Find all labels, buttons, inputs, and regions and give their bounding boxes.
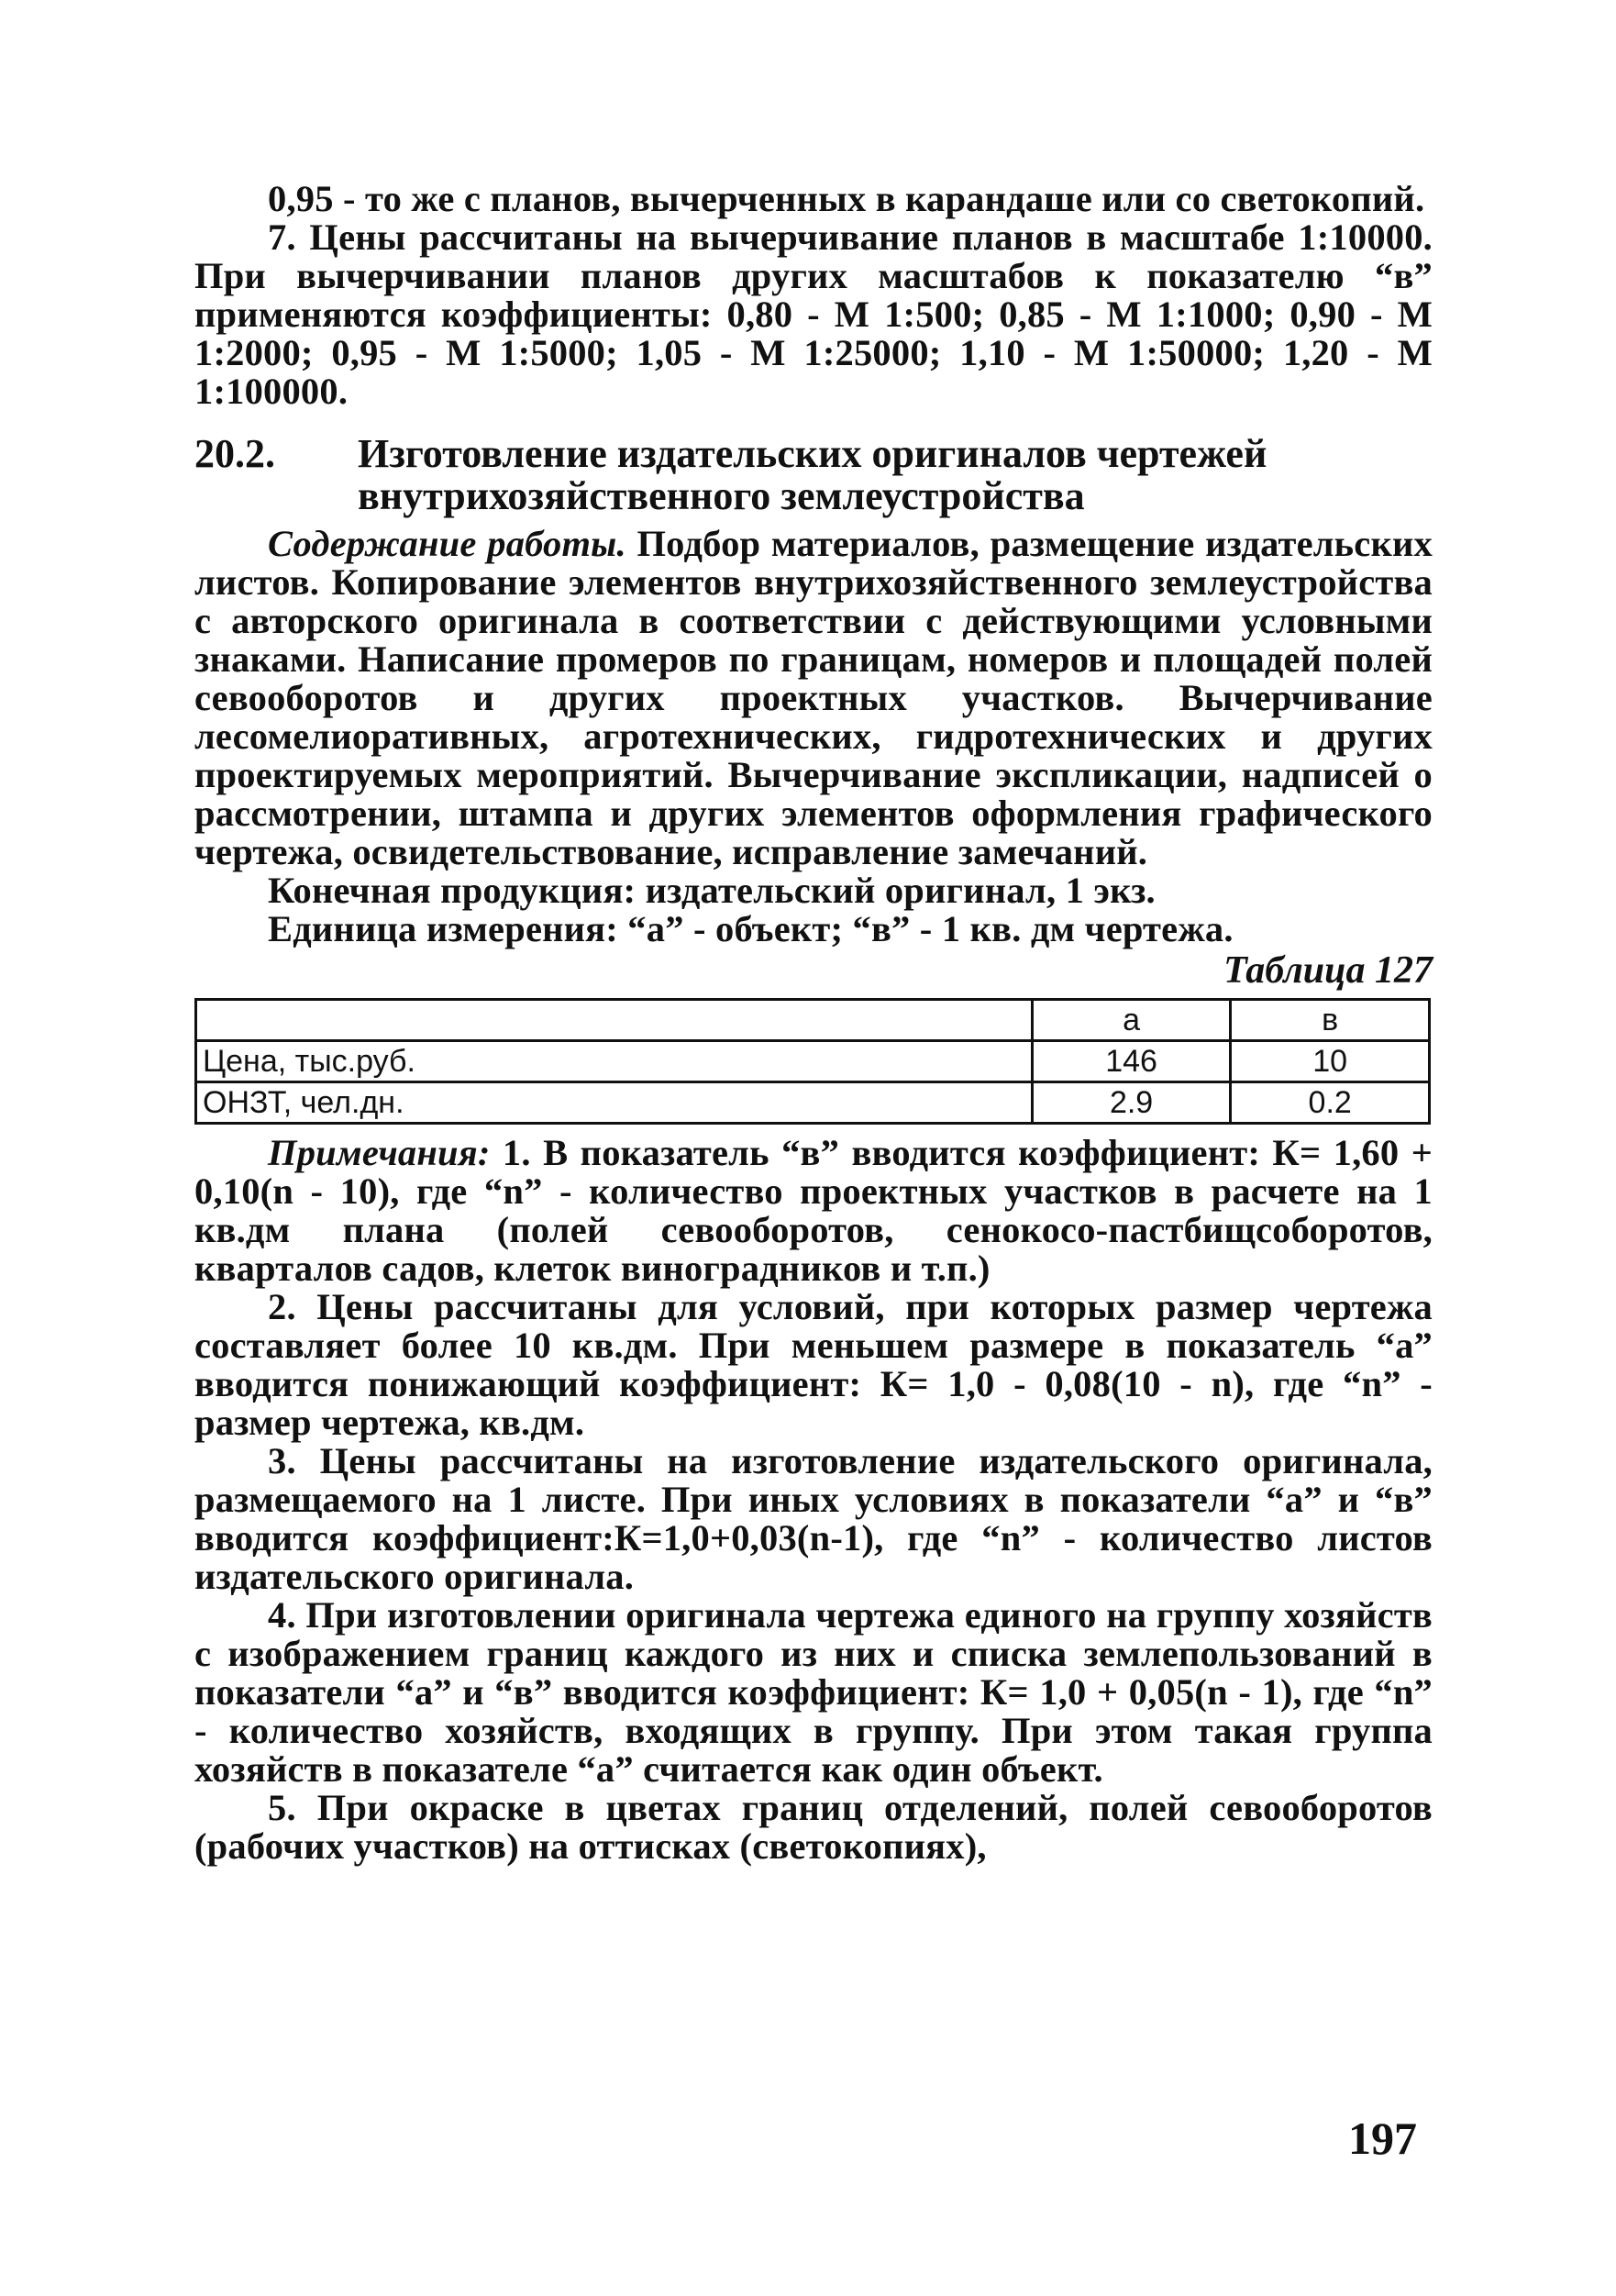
note-1-text: 1. В показатель “в” вводится коэффициент: К= 1,60 + 0,10(n - 10), где “n” - количество проектных участков в расчете на 1 кв.дм плана (полей севооборотов, сенокосо-пастбищсоборотов, кварталов садов, клеток виноградников и т.п.): [194, 1132, 1433, 1289]
table-row: [196, 1041, 1430, 1082]
work-content-paragraph: [194, 525, 1433, 871]
note-5: 5. При окраске в цветах границ отделений, полей севооборотов (рабочих участков) на оттисках (светокопиях),: [194, 1787, 1433, 1867]
row-value-b: 0.2: [1231, 1082, 1430, 1124]
section-title: Изготовление издательских оригиналов чертежей внутрихозяйственного землеустройства: [358, 431, 1267, 518]
final-product: Конечная продукция: издательский оригинал, 1 экз.: [268, 870, 1156, 911]
measurement-unit: Единица измерения: “а” - объект; “в” - 1 кв. дм чертежа.: [268, 908, 1234, 949]
notes-label: Примечания:: [268, 1132, 491, 1173]
page-number: 197: [1348, 2113, 1417, 2164]
row-label: ОНЗТ, чел.дн.: [196, 1082, 1033, 1124]
note-2: 2. Цены рассчитаны для условий, при которых размер чертежа составляет более 10 кв.дм. При меньшем размере в показатель “а” вводится понижающий коэффициент: К= 1,0 - 0,08(10 - n), где “n” - размер чертежа, кв.дм.: [194, 1286, 1433, 1443]
row-value-a: 146: [1032, 1041, 1231, 1082]
note-1: [194, 1134, 1433, 1288]
section-heading: [194, 433, 1433, 517]
paragraph-note-7: 7. Цены рассчитаны на вычерчивание планов в масштабе 1:10000. При вычерчивании планов других масштабов к показателю “в” применяются коэффициенты: 0,80 - М 1:500; 0,85 - М 1:1000; 0,90 - М 1:2000; 0,95 - М 1:5000; 1,05 - М 1:25000; 1,10 - М 1:50000; 1,20 - М 1:100000.: [194, 216, 1433, 412]
row-value-b: 10: [1231, 1041, 1430, 1082]
header-cell-a: а: [1032, 1000, 1231, 1041]
row-value-a: 2.9: [1032, 1082, 1231, 1124]
work-content-text: Подбор материалов, размещение издательских листов. Копирование элементов внутрихозяйственного землеустройства с авторского оригинала в соответствии с действующими условными знаками. Написание промеров по границам, номеров и площадей полей севооборотов и других проектных участков. Вычерчивание лесомелиоративных, агротехнических, гидротехнических и других проектируемых мероприятий. Вычерчивание экспликации, надписей о рассмотрении, штампа и других элементов оформления графического чертежа, освидетельствование, исправление замечаний.: [194, 523, 1433, 872]
table-row: [196, 1082, 1430, 1124]
header-cell-empty: [196, 1000, 1033, 1041]
table-header-row: [196, 1000, 1430, 1041]
price-table: [194, 998, 1431, 1125]
work-content-label: Содержание работы.: [268, 523, 626, 564]
note-4: 4. При изготовлении оригинала чертежа единого на группу хозяйств с изображением границ каждого из них и списка землепользований в показатели “а” и “в” вводится коэффициент: К= 1,0 + 0,05(n - 1), где “n” - количество хозяйств, входящих в группу. При этом такая группа хозяйств в показателе “а” считается как один объект.: [194, 1594, 1433, 1790]
header-cell-b: в: [1231, 1000, 1430, 1041]
note-3: 3. Цены рассчитаны на изготовление издательского оригинала, размещаемого на 1 листе. При иных условиях в показатели “а” и “в” вводится коэффициент:К=1,0+0,03(n-1), где “n” - количество листов издательского оригинала.: [194, 1440, 1433, 1597]
document-page: [194, 180, 1433, 1866]
table-caption: Таблица 127: [1223, 949, 1433, 992]
row-label: Цена, тыс.руб.: [196, 1041, 1033, 1082]
paragraph-coefficient-095: 0,95 - то же с планов, вычерченных в карандаше или со светокопий.: [268, 178, 1425, 219]
section-number: 20.2.: [194, 431, 275, 476]
